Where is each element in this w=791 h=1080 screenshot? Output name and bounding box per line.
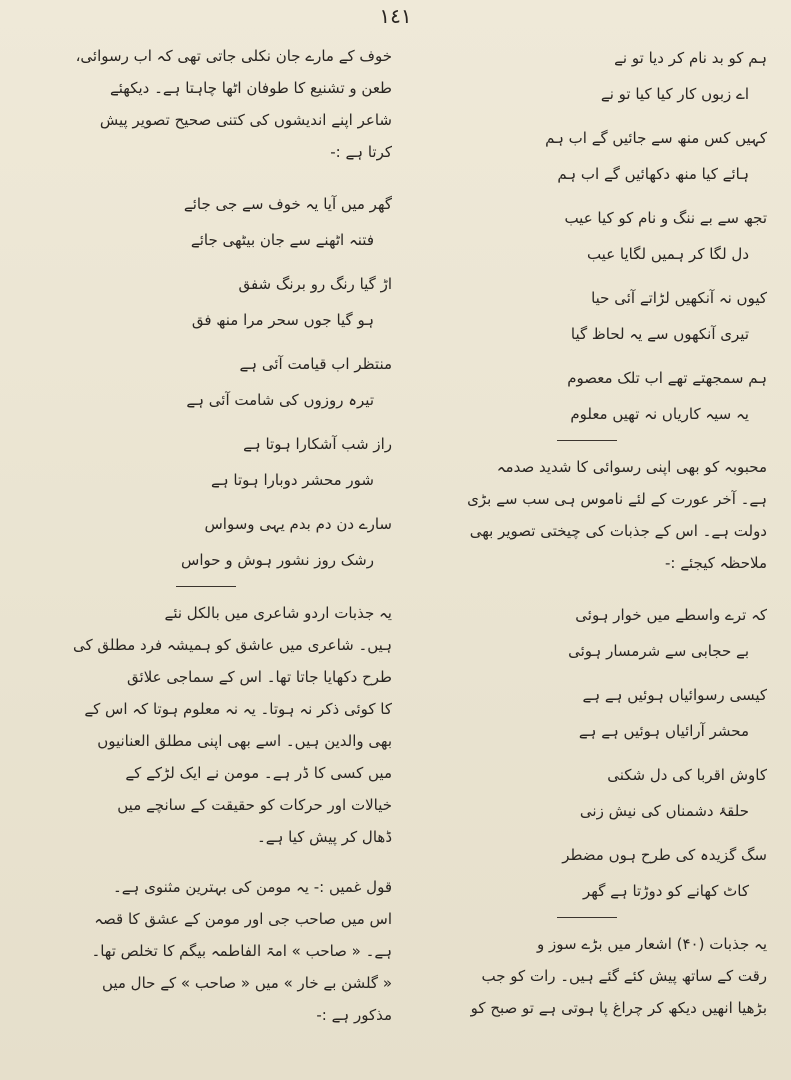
verse-line: گھر میں آیا یہ خوف سے جی جائے xyxy=(183,195,392,213)
spacer xyxy=(20,853,392,871)
couplet xyxy=(407,280,767,352)
couplet xyxy=(20,506,392,578)
prose-line: رقت کے ساتھ پیش کئے گئے ہیں۔ رات کو جب xyxy=(481,967,767,985)
verse-line: سارے دن دم بدم یہی وسواس xyxy=(204,515,392,533)
verse-line: رشک روز نشور ہوش و حواس xyxy=(181,551,374,569)
verse-line: کیسی رسوائیاں ہوئیں ہے ہے xyxy=(582,686,767,704)
verse-line: یہ سیہ کاریاں نہ تھیں معلوم xyxy=(570,405,749,423)
page-number: ١٤١ xyxy=(379,4,412,28)
couplet xyxy=(20,266,392,338)
spacer xyxy=(407,579,767,597)
prose-line: یہ جذبات اردو شاعری میں بالکل نئے xyxy=(164,604,392,622)
prose-line: « گلشن بے خار » میں « صاحب » کے حال میں xyxy=(101,974,392,992)
left-verses-1 xyxy=(20,186,392,578)
section-divider xyxy=(557,440,617,441)
left-column xyxy=(20,40,392,1031)
prose-line: طرح دکھایا جاتا تھا۔ اس کے سماجی علائق xyxy=(127,668,392,686)
couplet xyxy=(407,597,767,669)
verse-line: حلقۂ دشمناں کی نیش زنی xyxy=(579,802,749,820)
verse-line: کہیں کس منھ سے جائیں گے اب ہم xyxy=(545,129,767,147)
prose-line: ہے۔ آخر عورت کے لئے ناموس ہی سب سے بڑی xyxy=(467,490,767,508)
verse-line: تیری آنکھوں سے یہ لحاظ گیا xyxy=(570,325,749,343)
verse-line: اڑ گیا رنگ رو برنگ شفق xyxy=(238,275,392,293)
couplet xyxy=(20,346,392,418)
verse-line: راز شب آشکارا ہوتا ہے xyxy=(243,435,392,453)
verse-line: فتنہ اٹھنے سے جان بیٹھی جائے xyxy=(190,231,374,249)
verse-line: کاٹ کھانے کو دوڑتا ہے گھر xyxy=(583,882,749,900)
couplet xyxy=(407,200,767,272)
left-prose-3 xyxy=(20,871,392,1031)
prose-line: دولت ہے۔ اس کے جذبات کی چیختی تصویر بھی xyxy=(469,522,767,540)
couplet xyxy=(20,186,392,258)
right-prose-2 xyxy=(407,928,767,1024)
prose-line: ملاحظہ کیجئے :- xyxy=(664,554,767,572)
right-prose-1 xyxy=(407,451,767,579)
couplet xyxy=(407,677,767,749)
verse-line: محشر آرائیاں ہوئیں ہے ہے xyxy=(578,722,749,740)
section-divider xyxy=(557,917,617,918)
prose-line: ہے۔ « صاحب » امۃ الفاطمہ بیگم کا تخلص تھا۔ xyxy=(91,942,392,960)
verse-line: کیوں نہ آنکھیں لڑاتے آئی حیا xyxy=(591,289,767,307)
couplet xyxy=(407,757,767,829)
prose-line: یہ جذبات (۴۰) اشعار میں بڑے سوز و xyxy=(536,935,767,953)
prose-line: خوف کے مارے جان نکلی جاتی تھی کہ اب رسوائی، xyxy=(75,47,392,65)
verse-line: ہم کو بد نام کر دیا تو نے xyxy=(614,49,767,67)
verse-line: کاوش اقربا کی دل شکنی xyxy=(607,766,767,784)
couplet xyxy=(20,426,392,498)
verse-line: ہم سمجھتے تھے اب تلک معصوم xyxy=(567,369,767,387)
couplet xyxy=(407,360,767,432)
left-prose-1 xyxy=(20,40,392,168)
verse-line: اے زبوں کار کیا کیا تو نے xyxy=(600,85,749,103)
verse-line: ہو گیا جوں سحر مرا منھ فق xyxy=(191,311,374,329)
prose-line: قول غمیں :- یہ مومن کی بہترین مثنوی ہے۔ xyxy=(112,878,392,896)
section-divider xyxy=(176,586,236,587)
prose-line: کا کوئی ذکر نہ ہوتا۔ یہ نہ معلوم ہوتا کہ اس کے xyxy=(84,700,392,718)
right-column xyxy=(407,40,767,1024)
couplet xyxy=(407,120,767,192)
verse-line: دل لگا کر ہمیں لگایا عیب xyxy=(586,245,749,263)
couplet xyxy=(407,40,767,112)
verse-line: بے حجابی سے شرمسار ہوئی xyxy=(568,642,749,660)
prose-line: شاعر اپنے اندیشوں کی کتنی صحیح تصویر پیش xyxy=(99,111,392,129)
prose-line: ڈھال کر پیش کیا ہے۔ xyxy=(257,828,392,846)
prose-line: بھی والدین ہیں۔ اسے بھی اپنی مطلق العنانیوں xyxy=(97,732,392,750)
prose-line: محبوبہ کو بھی اپنی رسوائی کا شدید صدمہ xyxy=(496,458,767,476)
verse-line: کہ ترے واسطے میں خوار ہوئی xyxy=(575,606,767,624)
verse-line: تجھ سے بے ننگ و نام کو کیا عیب xyxy=(564,209,767,227)
verse-line: شور محشر دوبارا ہوتا ہے xyxy=(211,471,374,489)
verse-line: ہائے کیا منھ دکھائیں گے اب ہم xyxy=(557,165,749,183)
couplet xyxy=(407,837,767,909)
prose-line: طعن و تشنیع کا طوفان اٹھا چاہتا ہے۔ دیکھئے xyxy=(109,79,392,97)
verse-line: منتظر اب قیامت آئی ہے xyxy=(239,355,392,373)
prose-line: میں کسی کا ڈر ہے۔ مومن نے ایک لڑکے کے xyxy=(125,764,392,782)
prose-line: بڑھیا انھیں دیکھ کر چراغ پا ہوتی ہے تو صبح کو xyxy=(470,999,767,1017)
prose-line: خیالات اور حرکات کو حقیقت کے سانچے میں xyxy=(117,796,392,814)
prose-line: کرتا ہے :- xyxy=(330,143,392,161)
prose-line: مذکور ہے :- xyxy=(316,1006,392,1024)
left-prose-2 xyxy=(20,597,392,853)
right-verses-1 xyxy=(407,40,767,432)
spacer xyxy=(20,168,392,186)
right-verses-2 xyxy=(407,597,767,909)
prose-line: اس میں صاحب جی اور مومن کے عشق کا قصہ xyxy=(94,910,392,928)
verse-line: تیرہ روزوں کی شامت آئی ہے xyxy=(186,391,374,409)
prose-line: ہیں۔ شاعری میں عاشق کو ہمیشہ فرد مطلق کی xyxy=(73,636,392,654)
verse-line: سگ گزیدہ کی طرح ہوں مضطر xyxy=(562,846,767,864)
